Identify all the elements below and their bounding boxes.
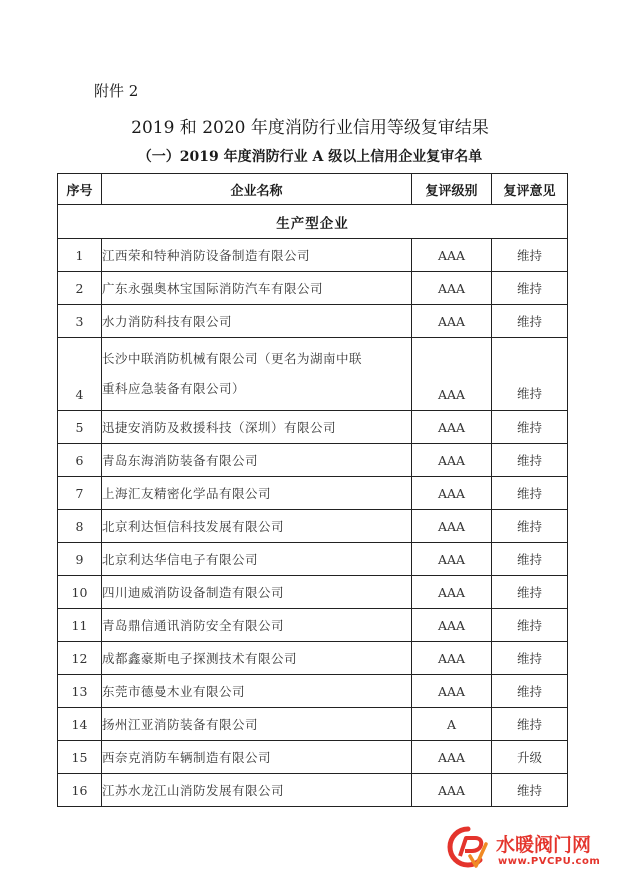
company-name: 江西荣和特种消防设备制造有限公司 <box>102 239 412 272</box>
company-name: 北京利达华信电子有限公司 <box>102 543 412 576</box>
header-opinion: 复评意见 <box>492 174 568 205</box>
watermark <box>446 826 616 876</box>
review-opinion: 维持 <box>492 576 568 609</box>
table-row <box>58 675 568 708</box>
table-row <box>58 609 568 642</box>
review-opinion: 升级 <box>492 741 568 774</box>
review-level: A <box>412 708 492 741</box>
review-level: AAA <box>412 272 492 305</box>
category-row <box>58 205 568 239</box>
table-row <box>58 338 568 411</box>
row-no: 1 <box>58 239 102 272</box>
table-row <box>58 477 568 510</box>
company-name: 西奈克消防车辆制造有限公司 <box>102 741 412 774</box>
review-level: AAA <box>412 444 492 477</box>
watermark-text: 水暖阀门网 <box>496 834 592 856</box>
company-name: 广东永强奥林宝国际消防汽车有限公司 <box>102 272 412 305</box>
row-no: 7 <box>58 477 102 510</box>
company-name: 江苏水龙江山消防发展有限公司 <box>102 774 412 807</box>
credit-review-table <box>57 173 568 807</box>
company-name: 青岛鼎信通讯消防安全有限公司 <box>102 609 412 642</box>
review-level: AAA <box>412 305 492 338</box>
table-header-row <box>58 174 568 205</box>
row-no: 9 <box>58 543 102 576</box>
row-no: 15 <box>58 741 102 774</box>
category-label: 生产型企业 <box>58 205 568 239</box>
row-no: 5 <box>58 411 102 444</box>
review-level: AAA <box>412 411 492 444</box>
table-row <box>58 411 568 444</box>
review-opinion: 维持 <box>492 510 568 543</box>
row-no: 8 <box>58 510 102 543</box>
review-level: AAA <box>412 609 492 642</box>
review-opinion: 维持 <box>492 444 568 477</box>
company-name: 东莞市德曼木业有限公司 <box>102 675 412 708</box>
table-row <box>58 741 568 774</box>
review-opinion: 维持 <box>492 708 568 741</box>
row-no: 4 <box>58 338 102 411</box>
row-no: 11 <box>58 609 102 642</box>
row-no: 13 <box>58 675 102 708</box>
review-level: AAA <box>412 774 492 807</box>
review-level: AAA <box>412 477 492 510</box>
table-row <box>58 444 568 477</box>
table-row <box>58 774 568 807</box>
company-name: 水力消防科技有限公司 <box>102 305 412 338</box>
table-row <box>58 708 568 741</box>
review-opinion: 维持 <box>492 477 568 510</box>
document-subtitle: （一）2019 年度消防行业 A 级以上信用企业复审名单 <box>137 149 483 165</box>
table-row <box>58 510 568 543</box>
company-name: 北京利达恒信科技发展有限公司 <box>102 510 412 543</box>
company-name: 青岛东海消防装备有限公司 <box>102 444 412 477</box>
company-name: 扬州江亚消防装备有限公司 <box>102 708 412 741</box>
table-row <box>58 642 568 675</box>
review-level: AAA <box>412 338 492 411</box>
review-level: AAA <box>412 239 492 272</box>
header-no: 序号 <box>58 174 102 205</box>
table-row <box>58 543 568 576</box>
review-level: AAA <box>412 543 492 576</box>
review-level: AAA <box>412 576 492 609</box>
review-level: AAA <box>412 675 492 708</box>
review-opinion: 维持 <box>492 609 568 642</box>
review-opinion: 维持 <box>492 272 568 305</box>
document-title: 2019 和 2020 年度消防行业信用等级复审结果 <box>131 118 489 138</box>
company-name: 上海汇友精密化学品有限公司 <box>102 477 412 510</box>
review-opinion: 维持 <box>492 338 568 411</box>
row-no: 14 <box>58 708 102 741</box>
table-row <box>58 576 568 609</box>
review-opinion: 维持 <box>492 411 568 444</box>
review-level: AAA <box>412 510 492 543</box>
table-row <box>58 272 568 305</box>
watermark-logo-icon <box>446 826 490 870</box>
company-name: 四川迪威消防设备制造有限公司 <box>102 576 412 609</box>
watermark-url: www.PVCPU.com <box>498 856 601 867</box>
review-opinion: 维持 <box>492 774 568 807</box>
row-no: 3 <box>58 305 102 338</box>
header-level: 复评级别 <box>412 174 492 205</box>
review-opinion: 维持 <box>492 239 568 272</box>
row-no: 12 <box>58 642 102 675</box>
review-opinion: 维持 <box>492 543 568 576</box>
review-opinion: 维持 <box>492 675 568 708</box>
table-row <box>58 239 568 272</box>
attachment-label: 附件 2 <box>94 82 139 100</box>
review-level: AAA <box>412 642 492 675</box>
row-no: 16 <box>58 774 102 807</box>
company-name: 成都鑫豪斯电子探测技术有限公司 <box>102 642 412 675</box>
company-name-line-2: 重科应急装备有限公司） <box>102 381 246 396</box>
row-no: 2 <box>58 272 102 305</box>
table-row <box>58 305 568 338</box>
company-name <box>102 338 412 411</box>
row-no: 10 <box>58 576 102 609</box>
review-opinion: 维持 <box>492 305 568 338</box>
row-no: 6 <box>58 444 102 477</box>
review-opinion: 维持 <box>492 642 568 675</box>
header-name: 企业名称 <box>102 174 412 205</box>
company-name: 迅捷安消防及救援科技（深圳）有限公司 <box>102 411 412 444</box>
company-name-line-1: 长沙中联消防机械有限公司（更名为湖南中联 <box>102 351 363 366</box>
review-level: AAA <box>412 741 492 774</box>
